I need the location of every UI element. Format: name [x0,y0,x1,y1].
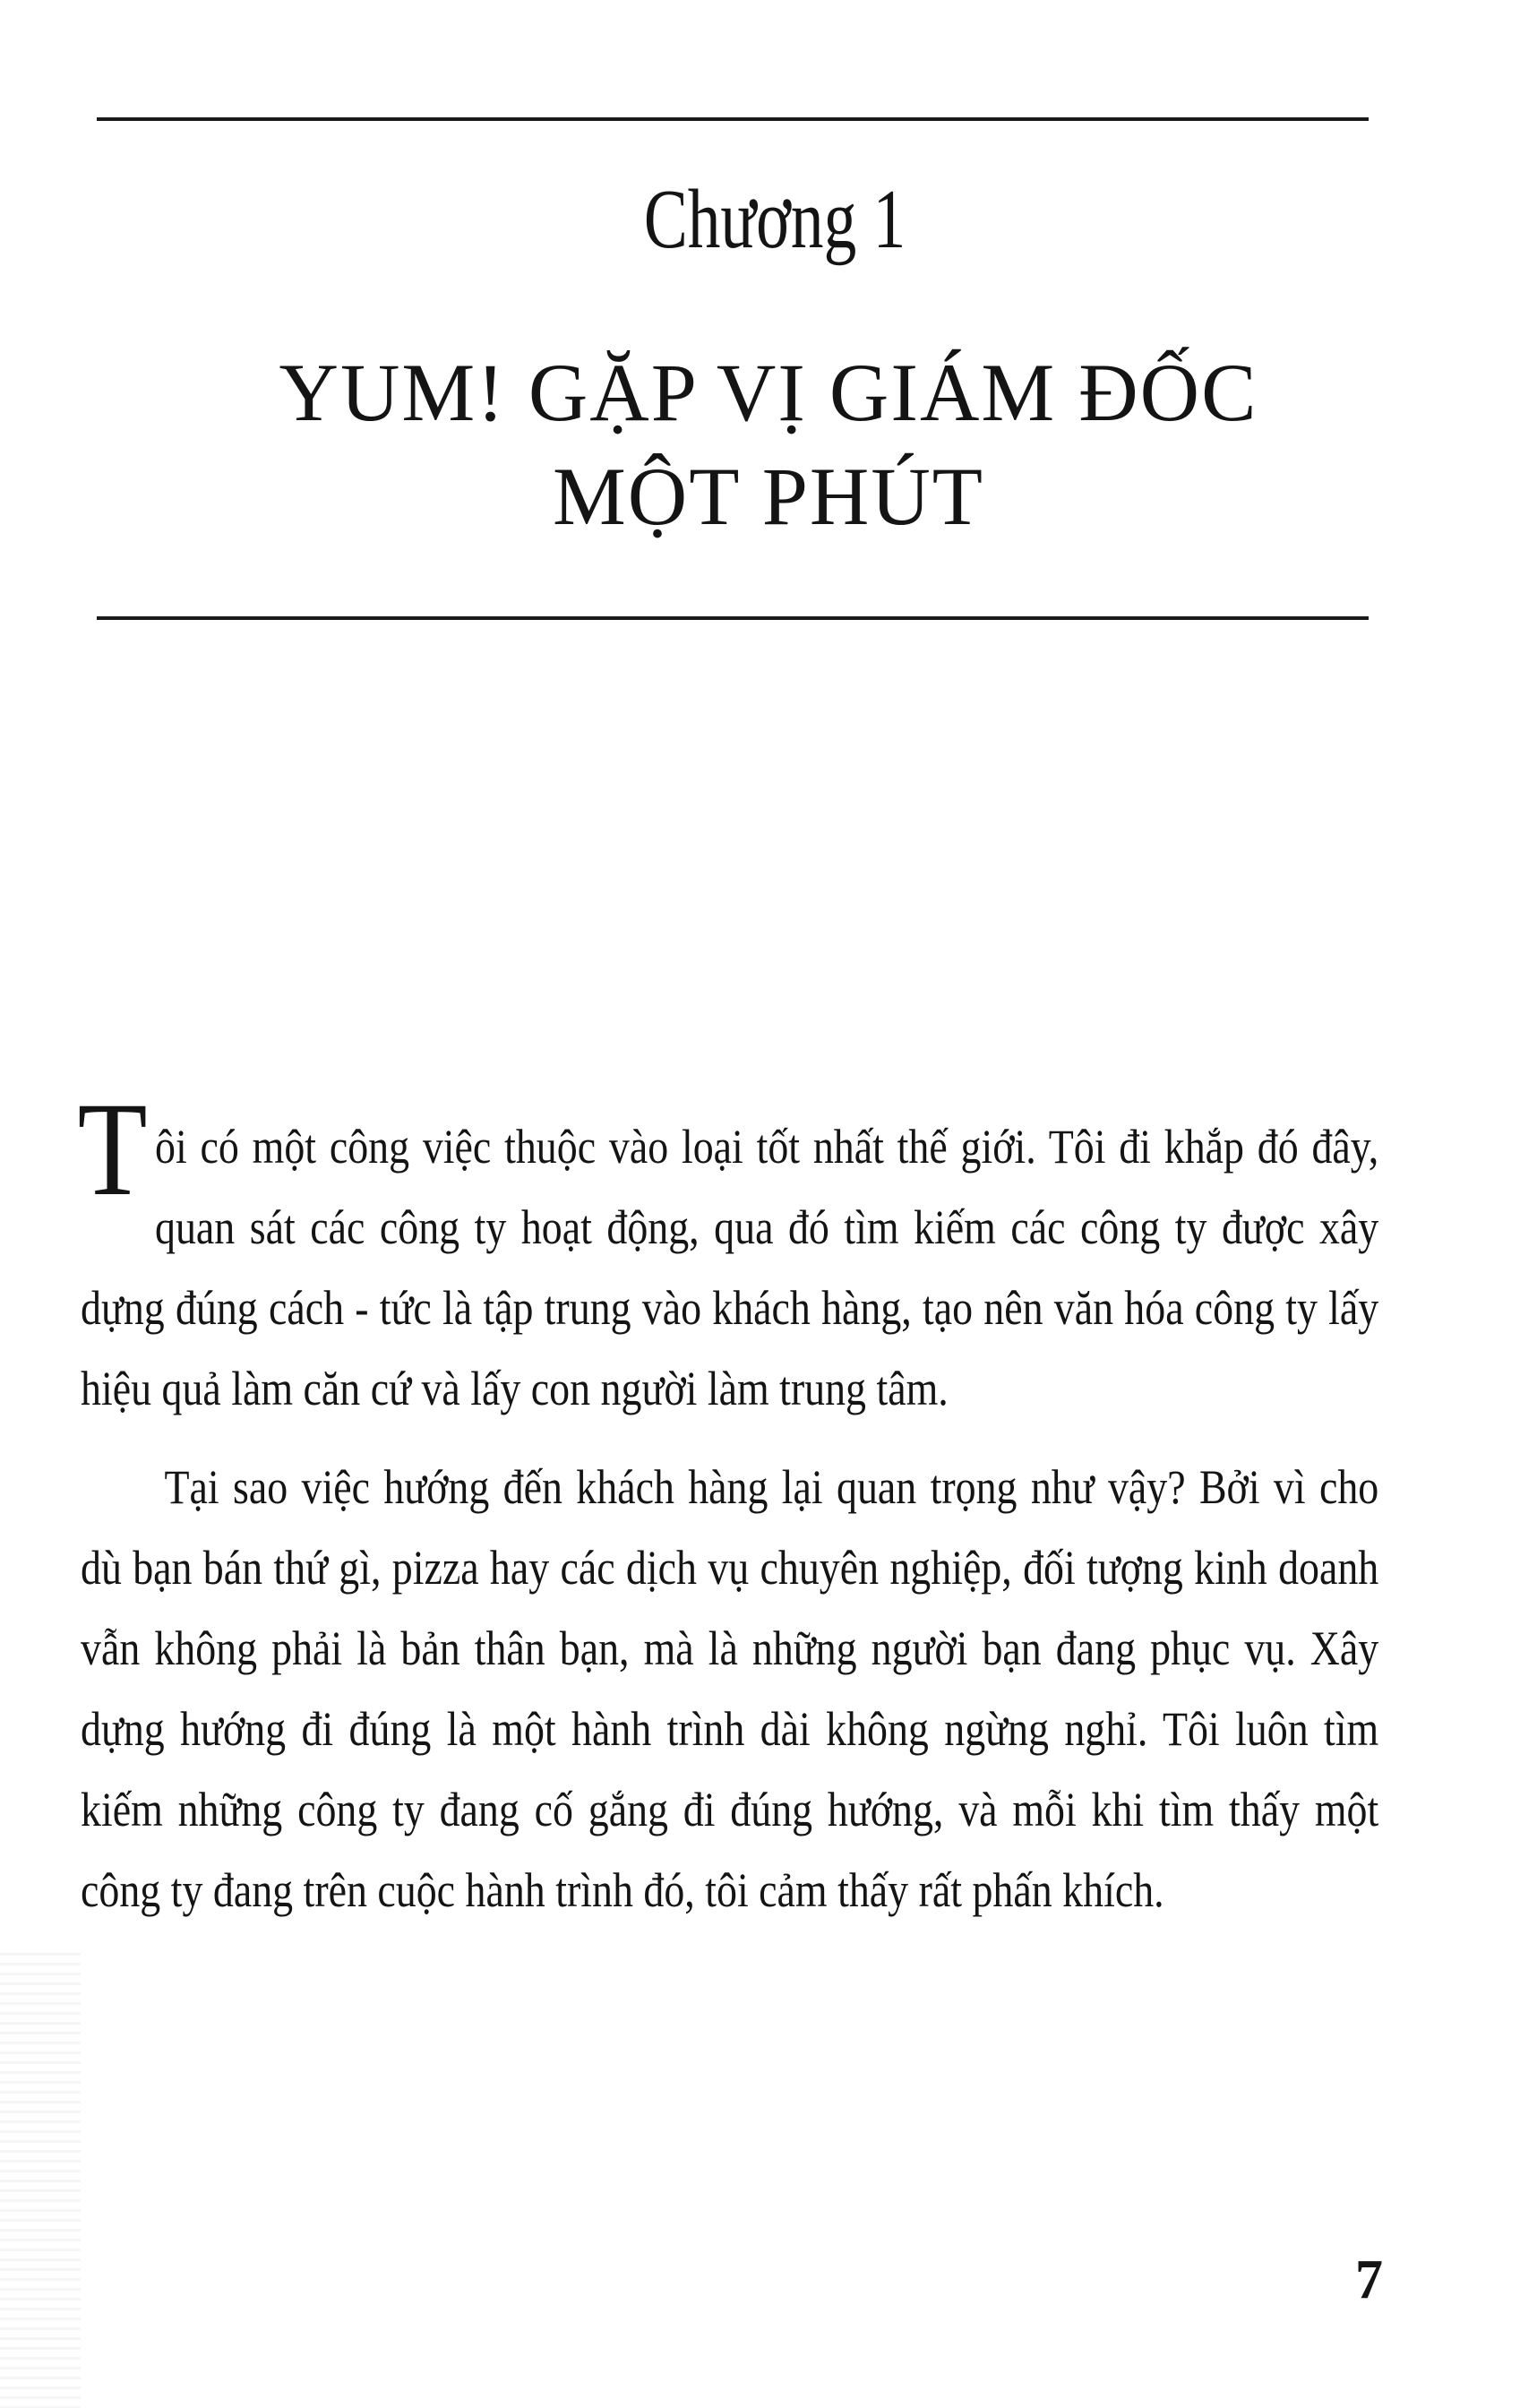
chapter-title [0,340,1537,548]
chapter-title-line-1: YUM! GẶP VỊ GIÁM ĐỐC [279,347,1258,438]
paragraph-1 [77,1075,1379,1429]
drop-cap: T [77,1075,148,1224]
chapter-title-line-2: MỘT PHÚT [552,451,985,542]
top-rule [97,117,1369,121]
scan-edge-noise [0,1953,81,2408]
body-text [77,1075,1379,1948]
paragraph-2: Tại sao việc hướng đến khách hàng lại quan trọng như vậy? Bởi vì cho dù bạn bán thứ gì, pizza hay các dịch vụ chuyên nghiệp, đối tượng kinh doanh vẫn không phải là bản thân bạn, mà là những người bạn đang phục vụ. Xây dựng hướng đi đúng là một hành trình dài không ngừng nghỉ. Tôi luôn tìm kiếm những công ty đang cố gắng đi đúng hướng, và mỗi khi tìm thấy một công ty đang trên cuộc hành trình đó, tôi cảm thấy rất phấn khích. [81,1460,1379,1917]
paragraph-1-text: ôi có một công việc thuộc vào loại tốt nhất thế giới. Tôi đi khắp đó đây, quan sát các công ty hoạt động, qua đó tìm kiếm các công ty được xây dựng đúng cách - tức là tập trung vào khách hàng, tạo nên văn hóa công ty lấy hiệu quả làm căn cứ và lấy con người làm trung tâm. [81,1120,1379,1415]
bottom-rule [97,616,1369,620]
page-number: 7 [1355,2249,1383,2310]
chapter-label: Chương 1 [643,173,906,266]
